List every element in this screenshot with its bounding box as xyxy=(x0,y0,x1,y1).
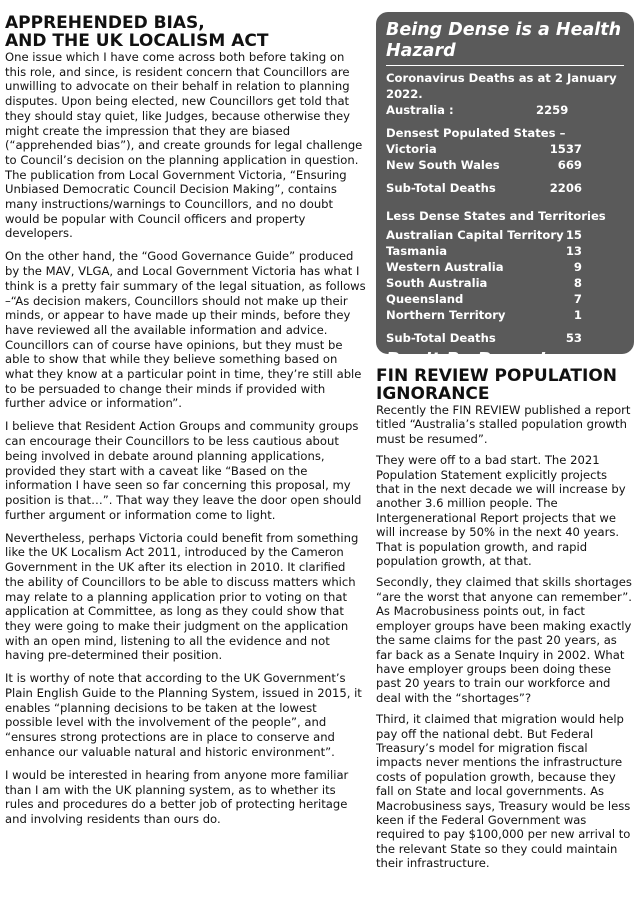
row-value: 8 xyxy=(573,276,582,290)
subtotal-row xyxy=(386,180,582,196)
paragraph: I believe that Resident Action Groups and community groups can encourage their Councillors to be less cautious about being involved in debate around planning applications, provided they start with a caveat like “Based on the information I have seen so far concerning this proposal, my position is that…”. That way they leave the door open should further argument or information come to light. xyxy=(5,419,362,522)
right-title-line2: IGNORANCE xyxy=(376,384,490,404)
stat-row xyxy=(386,307,582,323)
left-title-line1: APPREHENDED BIAS, xyxy=(5,13,205,33)
less-dense-heading: Less Dense States and Territories xyxy=(386,209,606,223)
paragraph: It is worthy of note that according to the UK Government’s Plain English Guide to the Planning System, issued in 2015, it enables “planning decisions to be taken at the lowest possible level with the involvement of the people”, and “ensures strong protections are in place to conserve and enhance our valuable natural and historic environment”. xyxy=(5,671,362,759)
box-footer-slogan: Don’t Be Dense! xyxy=(386,350,547,370)
row-label: Australia : xyxy=(386,103,454,117)
row-label: South Australia xyxy=(386,276,488,290)
paragraph: Recently the FIN REVIEW published a report titled “Australia’s stalled population growth must be resumed”. xyxy=(376,403,631,446)
paragraph: Nevertheless, perhaps Victoria could benefit from something like the UK Localism Act 2011, introduced by the Cameron Government in the UK after its election in 2010. It clarified the ability of Councillors to be able to discuss matters which may relate to a planning application prior to voting on that application at Committee, as long as they could show that they were going to make their judgment on the application with an open mind, listening to all the evidence and not having pre-determined their position. xyxy=(5,530,359,663)
row-label: New South Wales xyxy=(386,158,500,172)
left-article-title xyxy=(5,14,366,50)
stat-row xyxy=(386,291,582,307)
paragraph: One issue which I have come across both before taking on this role, and since, is resident concern that Councillors are unwilling to advocate on their behalf in relation to planning disputes. Upon being elected, new Councillors get told that they should stay quiet, like Judges, because otherwise they might create the impression that they are biased (“apprehended bias”), and create grounds for legal challenge to Council’s decision on the planning application in question. The publication from Local Government Victoria, “Ensuring Unbiased Democratic Council Decision Making”, contains many instructions/warnings to Councillors, and no doubt would be popular with Council officers and property developers. xyxy=(5,50,363,241)
stat-row xyxy=(386,259,582,275)
row-value: 9 xyxy=(573,260,582,274)
row-label: Tasmania xyxy=(386,244,448,258)
box-divider xyxy=(386,65,624,66)
row-value: 1 xyxy=(573,308,582,322)
stat-row xyxy=(386,141,582,157)
row-label: Victoria xyxy=(386,142,437,156)
row-label: Sub-Total Deaths xyxy=(386,331,496,345)
row-value: 7 xyxy=(573,292,582,306)
paragraph: Secondly, they claimed that skills shortages “are the worst that anyone can remember”. As Macrobusiness points out, in fact employer groups have been making exactly the same claims for the past 20 years, as far back as a Senate Inquiry in 2002. What have employer groups been doing these past 20 years to train our workforce and deal with the “shortages”? xyxy=(376,575,632,705)
stat-row xyxy=(386,157,582,173)
stat-row xyxy=(386,275,582,291)
row-label: Sub-Total Deaths xyxy=(386,181,496,195)
row-value: 1537 xyxy=(549,142,582,156)
row-label: Australian Capital Territory xyxy=(386,228,564,242)
australia-row xyxy=(386,102,624,118)
row-value: 2259 xyxy=(536,103,569,117)
row-label: Western Australia xyxy=(386,260,504,274)
paragraph: I would be interested in hearing from anyone more familiar than I am with the UK planning system, as to whether its rules and procedures do a better job of protecting heritage and involving residents than ours do. xyxy=(5,767,349,826)
subtotal-row xyxy=(386,330,582,346)
box-title: Being Dense is a Health Hazard xyxy=(386,20,622,61)
left-title-line2: AND THE UK LOCALISM ACT xyxy=(5,31,269,51)
right-article-title xyxy=(376,367,634,403)
stat-row xyxy=(386,243,582,259)
right-column xyxy=(376,12,634,878)
left-article-body xyxy=(5,50,366,827)
row-value: 2206 xyxy=(549,181,582,195)
paragraph: They were off to a bad start. The 2021 Population Statement explicitly projects that in the next decade we will increase by another 3.6 million people. The Intergenerational Report projects that we will increase by 50% in the next 40 years. That is population growth, and rapid population growth, at that. xyxy=(376,453,626,569)
row-label: Northern Territory xyxy=(386,308,506,322)
row-value: 53 xyxy=(565,331,582,345)
box-subtitle: Coronavirus Deaths as at 2 January 2022. xyxy=(386,71,617,101)
densest-heading: Densest Populated States – xyxy=(386,126,566,140)
stat-row xyxy=(386,227,582,243)
right-title-line1: FIN REVIEW POPULATION xyxy=(376,366,617,386)
paragraph: On the other hand, the “Good Governance Guide” produced by the MAV, VLGA, and Local Government Victoria has what I think is a pretty fair summary of the legal situation, as follows –“As decision makers, Councillors should not make up their minds, or appear to have made up their minds, before they have reviewed all the available information and advice. Councillors can of course have opinions, but they must be able to show that while they believe something based on what they know at a particular point in time, they’re still able to be persuaded to change their minds if provided with further advice or information”. xyxy=(5,249,366,411)
right-article xyxy=(376,367,634,871)
covid-deaths-sidebar-box xyxy=(376,12,634,370)
row-value: 15 xyxy=(565,228,582,242)
paragraph: Third, it claimed that migration would help pay off the national debt. But Federal Treasury’s model for migration fiscal impacts never mentions the infrastructure costs of population growth, because they fall on State and local governments. As Macrobusiness says, Treasury would be less keen if the Federal Government was required to pay $100,000 per new arrival to the relevant State so they could maintain their infrastructure. xyxy=(376,712,631,871)
left-column xyxy=(5,14,366,835)
row-label: Queensland xyxy=(386,292,464,306)
row-value: 13 xyxy=(565,244,582,258)
row-value: 669 xyxy=(557,158,582,172)
